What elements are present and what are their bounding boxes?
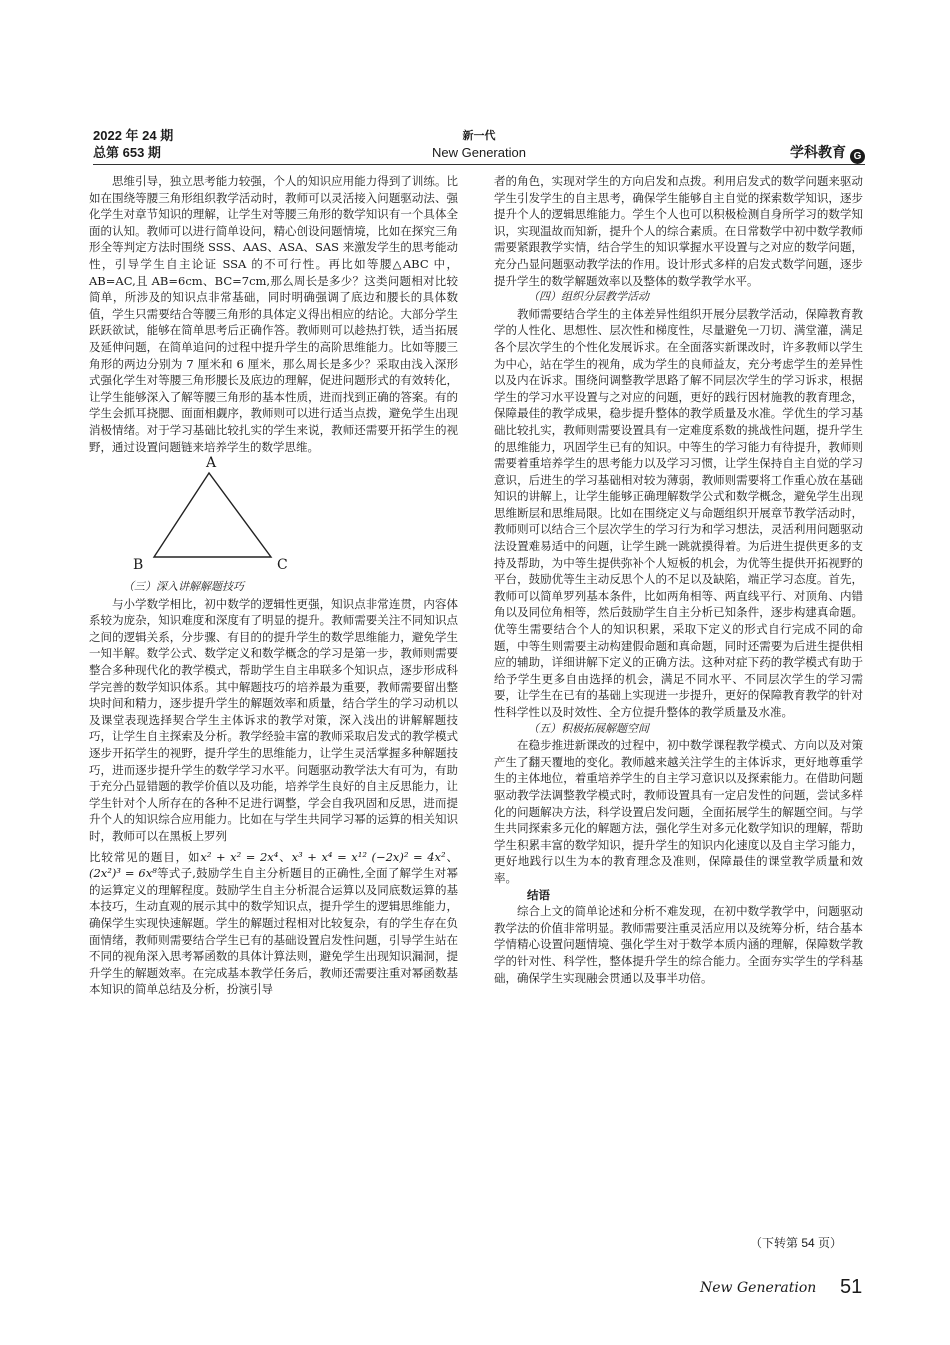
vertex-b-label: B bbox=[133, 557, 144, 574]
vertex-c-label: C bbox=[277, 557, 288, 574]
page-header bbox=[93, 127, 865, 161]
vertex-a-label: A bbox=[206, 455, 217, 472]
section-name: 学科教育 bbox=[790, 144, 846, 160]
conclusion-heading: 结语 bbox=[527, 887, 550, 902]
section-heading-3: （三）深入讲解解题技巧 bbox=[123, 580, 244, 594]
formula-5: (2x²)³ = 6x⁸ bbox=[89, 866, 157, 881]
section-heading-4: （四）组织分层教学活动 bbox=[528, 290, 649, 304]
journal-title-cn: 新一代 bbox=[462, 129, 496, 142]
paragraph: 者的角色，实现对学生的方向启发和点拨。利用启发式的数学问题来驱动学生引发学生的自主思考，确保学生能够自主自觉的探索数学知识，逐步提升个人的逻辑思维能力。学生个人也可以积极检测自身所学习的数学知识，实现温故而知新，提升个人的综合素质。在日常数学中初中数学教师需要紧跟教学实情，结合学生的知识掌握水平设置与之对应的数学问题，充分凸显问题驱动教学法的作用。设计形式多样的启发式数学问题，逐步提升学生的数学解题效率以及整体的数学教学水平。 bbox=[494, 174, 863, 288]
formula-1: x² + x² = 2x⁴ bbox=[200, 849, 279, 864]
section-heading-5: （五）积极拓展解题空间 bbox=[528, 721, 649, 735]
journal-title bbox=[93, 127, 865, 161]
paragraph: 与小学数学相比，初中数学的逻辑性更强，知识点非常连贯，内容体系较为庞杂，知识难度和深度有了明显的提升。教师需要关注不同知识点之间的逻辑关系，分步骤、有目的的提升学生的数学思维能力，避免学生一知半解。数学公式、数学定义和数学概念的学习是第一步，教师则需要整合多种现代化的教学模式，帮助学生自主串联多个知识点，逐步形成科学完善的数学知识体系。其中解题技巧的培养最为重要，教师需要留出整块时间和精力，逐步提升学生的解题效率和质量，结合学生的学习动机以及课堂表现选择契合学生主体诉求的教学对策，深入浅出的讲解解题技巧，让学生自主探索及分析。教学经验丰富的教师采取启发式的教学模式逐步开拓学生的视野，提升学生的思维能力，让学生灵活掌握多种解题技巧，进而逐步提升学生的数学学习水平。问题驱动教学法大有可为，有助于充分凸显错题的教学价值以及功能，培养学生良好的自主反思能力，让学生针对个人所存在的各种不足进行调整，学会自我巩固和反思，进而提升个人的知识综合应用能力。比如在与学生共同学习幂的运算的相关知识时，教师可以在黑板上罗列 bbox=[89, 596, 458, 843]
formula-separator: 、 bbox=[445, 849, 459, 864]
formula-2: x³ + x⁴ = x¹² bbox=[291, 849, 367, 864]
triangle-abc bbox=[154, 473, 271, 557]
total-issue: 总第 653 期 bbox=[93, 145, 161, 160]
left-column bbox=[89, 173, 458, 998]
section-label bbox=[790, 144, 865, 164]
formula-continuation: 等式子,鼓励学生自主分析题目的正确性,全面了解学生对幂的运算定义的理解程度。鼓励学生自主分析混合运算以及同底数运算的基本技巧，生动直观的展示其中的数学知识点，提升学生的逻辑思维能力，确保学生实现快速解题。学生的解题过程相对比较复杂，有的学生存在负面情绪，教师则需要结合学生已有的基础设置启发性问题，引导学生站在不同的视角深入思考幂函数的具体计算法则，避免学生出现知识漏洞，提升学生的解题效率。在完成基本教学任务后，教师还需要注重对幂函数基本知识的简单总结及分析，扮演引导 bbox=[89, 866, 458, 997]
triangle-figure bbox=[89, 455, 458, 577]
paragraph: 思维引导，独立思考能力较强，个人的知识应用能力得到了训练。比如在围绕等腰三角形组织教学活动时，教师可以灵活接入问题驱动法、强化学生对章节知识的理解，让学生对等腰三角形的数学知识有一个具体全面的认知。教师可以进行简单设问，精心创设问题情境，比如在探究三角形全等判定方法时围绕 SSS、AAS、ASA、SAS 来激发学生的思考能动性，引导学生自主论证 SSA 的不可行性。再比如等腰△ABC 中，AB=AC,且 AB=6cm、BC=7cm,那么周长是多少？这类问题相对比较简单，所涉及的知识点非常基础，同时明确强调了底边和腰长的具体数值，学生只需要结合等腰三角形的具体定义得出相应的结论。大部分学生跃跃欲试，能够在简单思考后正确作答。教师则可以趁热打铁，适当拓展及延伸问题，在简单追问的过程中提升学生的高阶思维能力。比如等腰三角形的两边分别为 7 厘米和 6 厘米，那么周长是多少？采取由浅入深形式强化学生对等腰三角形腰长及底边的理解，促进问题形式的有效转化，让学生能够深入了解等腰三角形的基本性质，进而找到正确的答案。有的学生会抓耳挠腮、面面相觑序，教师则可以进行适当点拨，避免学生出现消极情绪。对于学习基础比较扎实的学生来说，教师还需要开拓学生的视野，通过设置问题链来培养学生的数学思维。 bbox=[89, 174, 458, 454]
formula-separator: 、 bbox=[278, 849, 292, 864]
footer-journal: New Generation bbox=[700, 1280, 817, 1296]
page-number: 51 bbox=[840, 1276, 863, 1298]
paragraph: 综合上文的简单论述和分析不难发现，在初中数学教学中，问题驱动教学法的价值非常明显。教师需要注重灵活应用以及统筹分析，结合基本学情精心设置问题情境、强化学生对于数学本质内涵的理解，保障数学教学的针对性、科学性，整体提升学生的综合能力。全面夯实学生的学科基础，确保学生实现融会贯通以及事半功倍。 bbox=[494, 904, 863, 985]
triangle-diagram bbox=[129, 459, 279, 577]
header-rule bbox=[93, 164, 865, 165]
section-badge-icon: G bbox=[850, 149, 865, 164]
journal-title-en: New Generation bbox=[432, 145, 526, 160]
formula-3: (−2x)² bbox=[371, 849, 409, 864]
continued-note: （下转第 54 页） bbox=[750, 1236, 843, 1250]
issue-number: 2022 年 24 期 bbox=[93, 128, 174, 143]
formula-intro: 比较常见的题目，如 bbox=[89, 849, 201, 864]
formula-4: = 4x² bbox=[413, 849, 446, 864]
paragraph: 在稳步推进新课改的过程中，初中数学课程教学模式、方向以及对策产生了翻天覆地的变化。教师越来越关注学生的主体诉求，更好地尊重学生的主体地位，着重培养学生的自主学习意识以及探索能力。在借助问题驱动教学法调整教学模式时，教师设置具有一定启发性的问题，尝试多样化的问题解决方法，科学设置启发问题，全面拓展学生的解题空间。与学生共同探索多元化的解题方法，强化学生对多元化数学知识的理解，帮助学生积累丰富的数学知识，提升学生的知识内化速度以及自主学习能力，更好地践行以生为本的教育理念及准则，保障最佳的课堂教学质量和效率。 bbox=[494, 738, 863, 885]
paragraph: 教师需要结合学生的主体差异性组织开展分层教学活动，保障教育教学的人性化、思想性、层次性和梯度性，尽量避免一刀切、满堂灌，满足各个层次学生的个性化发展诉求。在全面落实新课改时，许多教师以学生为中心，站在学生的视角，成为学生的良师益友，充分考虑学生的差异性以及内在诉求。围绕问调整教学思路了解不同层次学生的学习诉求，根据学生的学习水平设置与之对应的问题，更好的践行因材施教的教育理念，保障最佳的教学成果，稳步提升整体的教学质量及水准。学优生的学习基础比较扎实，教师则需要设置具有一定难度系数的挑战性问题，提升学生的思维能力，巩固学生已有的知识。中等生的学习能力有待提升，教师则需要着重培养学生的思考能力以及学习习惯，让学生保持自主自觉的学习意识，后进生的学习基础相对较为薄弱，教师则需要将工作重心放在基础知识的讲解上，让学生能够正确理解数学公式和数学概念，避免学生出现思维断层和思维局限。比如在围绕定义与命题组织开展章节教学活动时，教师则可以结合三个层次学生的学习行为和学习想法，灵活利用问题驱动法设置难易适中的问题，让学生跳一跳就摸得着。为后进生提供更多的支持及帮助，为中等生提供弥补个人短板的机会，为优等生提供开拓视野的平台，鼓励优等生主动反思个人的不足以及缺陷，端正学习态度。首先，教师可以简单罗列基本条件，比如两角相等、两直线平行、对顶角、内错角以及同位角相等，然后鼓励学生自主分析已知条件，逐步构建真命题。优等生需要结合个人的知识积累，采取下定义的形式自行完成不同的命题，中等生则需要主动构建假命题和真命题，同时还需要为后进生提供相应的辅助，详细讲解下定义的正确方法。这种对症下药的教学模式有助于给予学生更多自由选择的机会，满足不同水平、不同层次学生的学习需要，让学生在已有的基础上实现进一步提升，更好的保障教育教学的针对性科学性以及时效性、全方位提升整体的教学质量及水准。 bbox=[494, 306, 863, 719]
right-column bbox=[494, 173, 863, 986]
formula-paragraph bbox=[89, 849, 458, 998]
